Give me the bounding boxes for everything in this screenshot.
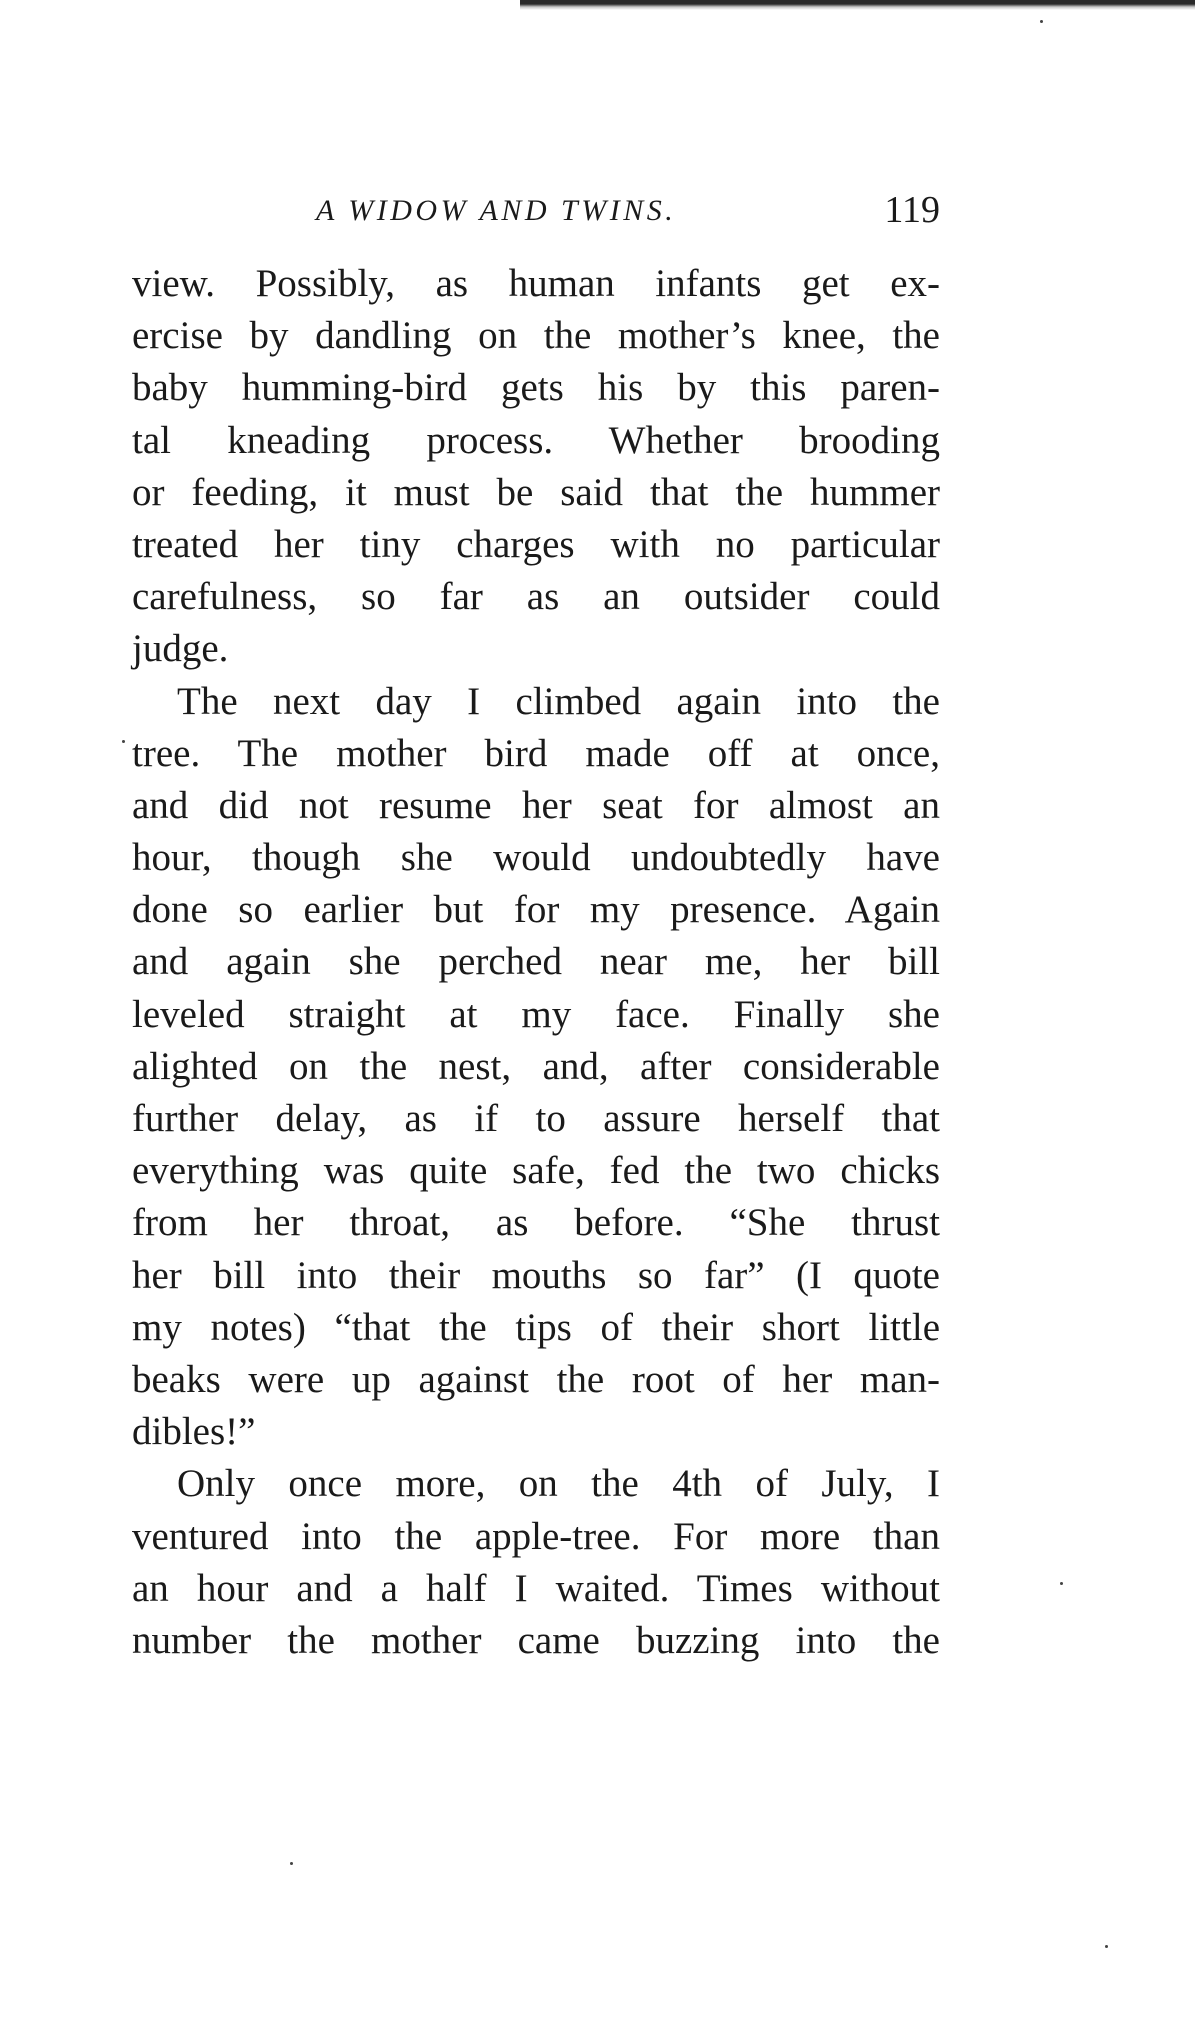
text-line: dibles!” [132, 1410, 256, 1454]
paragraph-1 [132, 258, 940, 676]
text-line: tree. The mother bird made off at once, [132, 731, 940, 775]
text-line: or feeding, it must be said that the hummer [132, 470, 940, 514]
text-line: treated her tiny charges with no particular [132, 522, 940, 566]
text-line: alighted on the nest, and, after considerable [132, 1044, 940, 1088]
running-title: A WIDOW AND TWINS. [316, 194, 677, 227]
text-line: Only once more, on the 4th of July, I [177, 1462, 940, 1506]
body-text [132, 258, 940, 1667]
text-line: judge. [132, 627, 229, 671]
paper-speck [1040, 20, 1043, 23]
text-line: view. Possibly, as human infants get ex- [132, 262, 940, 305]
text-line: an hour and a half I waited. Times without [132, 1566, 940, 1610]
text-line: hour, though she would undoubtedly have [132, 836, 940, 880]
text-line: from her throat, as before. “She thrust [132, 1201, 940, 1245]
running-head [132, 188, 940, 238]
text-line: everything was quite safe, fed the two chicks [132, 1149, 940, 1193]
paragraph-2 [132, 676, 940, 1459]
page-edge-shadow [520, 0, 1195, 10]
paper-speck [290, 1862, 293, 1865]
text-line: and did not resume her seat for almost an [132, 783, 940, 827]
text-line: carefulness, so far as an outsider could [132, 575, 940, 619]
paragraph-3 [132, 1458, 940, 1667]
paper-speck [1060, 1582, 1063, 1585]
text-line: ventured into the apple-tree. For more than [132, 1514, 940, 1558]
text-line: her bill into their mouths so far” (I quote [132, 1253, 940, 1297]
page-number: 119 [884, 189, 940, 231]
text-line: ercise by dandling on the mother’s knee, the [132, 314, 940, 358]
text-line: baby humming-bird gets his by this paren- [132, 366, 940, 410]
text-line: tal kneading process. Whether brooding [132, 418, 940, 462]
text-line: leveled straight at my face. Finally she [132, 992, 940, 1036]
paper-speck [1105, 1945, 1108, 1948]
text-line: The next day I climbed again into the [177, 679, 940, 723]
text-line: further delay, as if to assure herself that [132, 1097, 940, 1140]
text-line: done so earlier but for my presence. Again [132, 888, 940, 932]
paper-speck [122, 740, 125, 743]
text-line: number the mother came buzzing into the [132, 1618, 940, 1662]
text-line: my notes) “that the tips of their short little [132, 1305, 940, 1349]
text-line: beaks were up against the root of her man- [132, 1357, 940, 1401]
text-line: and again she perched near me, her bill [132, 940, 940, 984]
